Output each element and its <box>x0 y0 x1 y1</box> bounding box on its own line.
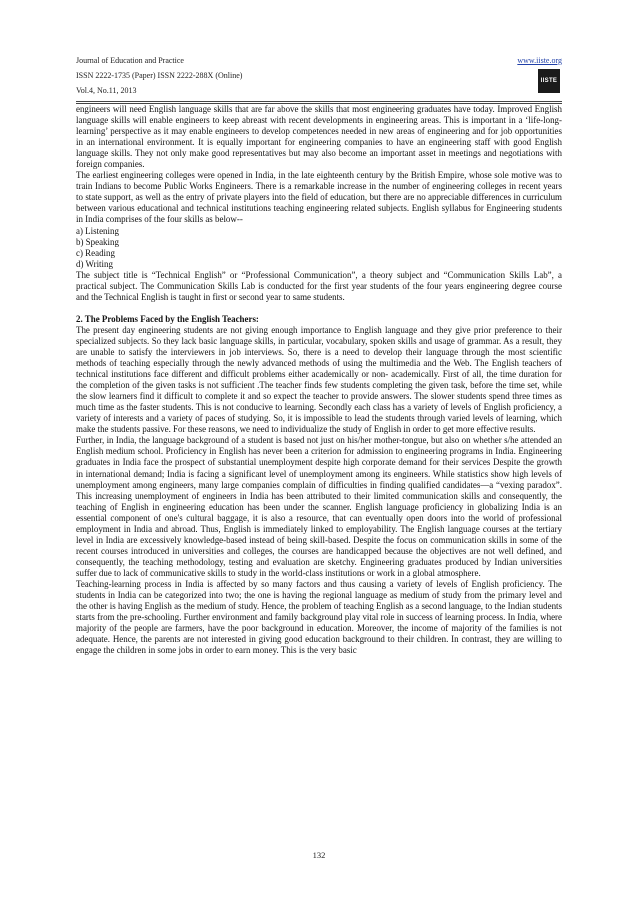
skill-item-reading: c) Reading <box>76 247 115 258</box>
journal-url-link[interactable]: www.iiste.org <box>517 56 562 65</box>
volume-line: Vol.4, No.11, 2013 <box>76 86 137 95</box>
paragraph-subject-title: The subject title is “Technical English” or “Professional Communication”, a theory subject and “Communication Skills Lab”, a practical subject. The Communication Skills Lab is conducted for the first year students of the four years engineering degree course and the Technical English is taught in first or second year to same students. <box>76 269 562 302</box>
journal-title: Journal of Education and Practice <box>76 56 184 65</box>
paragraph-engineers-skills: engineers will need English language skills that are far above the skills that most engineering graduates have today. Improved English language skills will enable engineers to keep abreast with recent developments in engineering areas. This is important in a ‘life-long-learning’ perspective as it may enable engineers to develop competences needed in new areas of engineering and for job opportunities in an international environment. It is equally important for engineering companies to have an engineering staff with good English language skills. They not only make good representatives but may also become an important asset in meetings and negotiations with foreign companies. <box>76 104 562 170</box>
paragraph-present-day: The present day engineering students are not giving enough importance to English language and they give prior preference to their specialized subjects. So they lack basic language skills, in particular, vocabulary, spoken skills and usage of grammar. As a result, they are unable to satisfy the interviewers in job interviews. So, there is a need to develop their language through the most scientific methods of teaching especially through the newly advanced methods of using the multimedia and the Web. The English teachers of technical institutions face different and difficult problems either academically or non- academically. First of all, the time duration for the completion of the given tasks is not sufficient .The teacher finds few students completing the given task, before the time set, while the slow learners find it difficult to complete it and so expect the teacher to provide answers. The slower students spend three times as much time as the faster students. This is not conducive to learning. Secondly each class has a variety of levels of English proficiency, a variety of interests and a variety of paces of studying. So, it is impossible to lead the students through varied levels of learning, which make the students passive. For these reasons, we need to individualize the study of English in order to get more effective results. <box>76 324 562 435</box>
paragraph-engineering-colleges: The earliest engineering colleges were opened in India, in the late eighteenth century by the British Empire, whose sole motive was to train Indians to become Public Works Engineers. There is a remarkable increase in the number of engineering colleges in recent years to state support, as well as the entry of private players into the field of education, but there are no appreciable differences in curriculum between various educational and technical institutions teaching engineering related subjects. English syllabus for Engineering students in India comprises of the four skills as below-- <box>76 170 562 225</box>
page-header <box>76 56 562 108</box>
header-rule <box>76 101 562 102</box>
iiste-logo: IISTE <box>538 69 560 93</box>
skill-item-listening: a) Listening <box>76 225 119 236</box>
paragraph-language-background: Further, in India, the language background of a student is based not just on his/her mother-tongue, but also on whether s/he attended an English medium school. Proficiency in English has never been a criterion for admission to engineering programs in India. Engineering graduates in India face the prospect of substantial unemployment despite high corporate demand for their services Despite the growth in international demand; India is facing a significant level of unemployment among its engineers. While statistics show high levels of unemployment among engineers, many large companies complain of difficulties in finding qualified candidates—a “vexing paradox”. This increasing unemployment of engineers in India has been attributed to their limited communication skills and consequently, the teaching of English in engineering education has been under the scanner. English language proficiency in globalizing India is an essential component of one's cultural baggage, it is also a resource, that can eventually open doors into the world of professional employment in India and abroad. Thus, English is immediately linked to employability. The English language courses at the tertiary level in India are excessively knowledge-based instead of being skill-based. Despite the focus on communication skills in some of the recent courses introduced in universities and colleges, the courses are handicapped because the objectives are not well defined, and consequently, the teaching methodology, testing and evaluation are sketchy. Engineering graduates produced by Indian universities suffer due to lack of communicative skills to study in the world-class institutions or work in a global atmosphere. <box>76 435 562 578</box>
page-number: 132 <box>312 850 326 860</box>
issn-line: ISSN 2222-1735 (Paper) ISSN 2222-288X (Online) <box>76 71 243 80</box>
skill-item-writing: d) Writing <box>76 258 113 269</box>
article-body <box>76 104 562 846</box>
section-heading: 2. The Problems Faced by the English Teachers: <box>76 313 259 324</box>
skill-item-speaking: b) Speaking <box>76 236 119 247</box>
paragraph-teaching-learning: Teaching-learning process in India is affected by so many factors and thus causing a variety of levels of English proficiency. The students in India can be categorized into two; the one is having the regional language as medium of study from the primary level and the other is having English as the medium of study. Hence, the problem of teaching English as a second language, to the Indian students starts from the pre-schooling. Further environment and family background play vital role in success of learning process. In India, where majority of the people are farmers, have the poor background in education. Moreover, the income of majority of the families is not adequate. Hence, the parents are not interested in giving good education background to their children. In contrast, they are willing to engage the children in some jobs in order to earn money. This is the very basic <box>76 578 562 656</box>
